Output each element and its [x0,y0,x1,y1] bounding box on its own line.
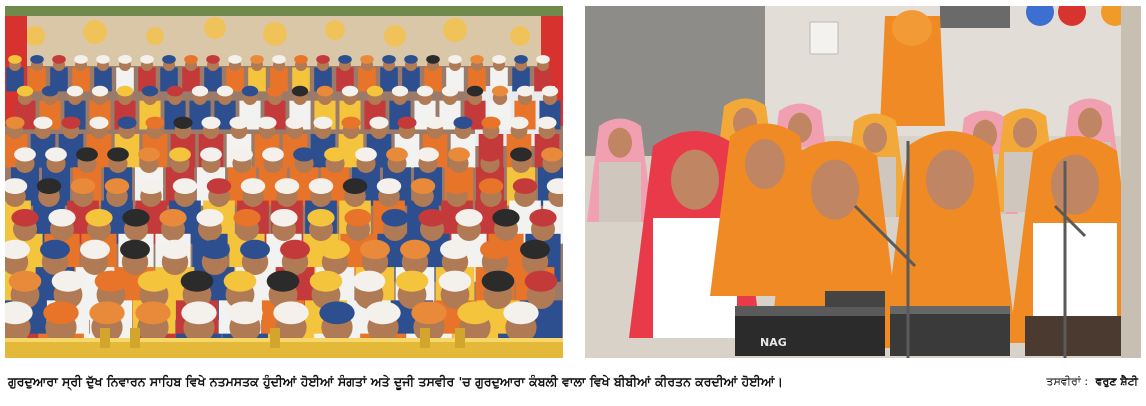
devotee-turban [310,271,343,292]
devotee-turban [17,86,33,97]
devotee-turban [201,117,220,129]
devotee-turban [120,240,150,259]
kirtan-singer-face [745,139,785,189]
devotee-turban [52,271,85,292]
devotee-turban [510,147,532,161]
devotee-turban [341,117,360,129]
devotee-turban [173,117,192,129]
devotee-turban [448,147,470,161]
devotee-turban [513,178,537,194]
photo-credit [1046,375,1138,389]
devotee-turban [76,147,98,161]
devotee-turban [324,147,346,161]
photo-caption [8,368,1138,396]
devotee-turban [140,55,154,64]
devotee-turban [160,240,190,259]
devotee-turban [40,240,70,259]
devotee-turban [344,209,371,227]
devotee-turban [270,209,297,227]
devotee-turban [192,86,208,97]
devotee-turban [338,55,352,64]
devotee-turban [200,240,230,259]
devotee-turban [139,178,163,194]
devotee-turban [228,55,242,64]
devotee-turban [240,240,270,259]
devotee-turban [285,117,304,129]
credit-name: ਵਰੁਣ ਸ਼ੈਟੀ [1095,375,1138,388]
devotee-turban [42,86,58,97]
devotee-turban [206,55,220,64]
devotee-turban [233,209,260,227]
devotee-turban [241,178,265,194]
devotee-turban [267,271,300,292]
devotee-turban [453,117,472,129]
photo-women-kirtan [585,6,1141,358]
seated-woman-face [1078,108,1102,138]
devotee-turban [105,178,129,194]
devotee-turban [480,240,510,259]
devotee-turban [377,178,401,194]
devotee-turban [520,240,550,259]
devotee-turban [492,209,519,227]
devotee-turban [8,55,22,64]
balloons-decoration [1026,6,1129,26]
devotee-turban [242,86,258,97]
devotee-turban [162,55,176,64]
devotee-turban [294,55,308,64]
kirtan-singer-face [811,160,859,220]
devotee-turban [229,117,248,129]
devotee-turban [275,178,299,194]
devotee-turban [426,55,440,64]
devotee-turban [89,301,124,324]
devotee-turban [342,86,358,97]
devotee-turban [355,147,377,161]
devotee-turban [262,147,284,161]
devotee-turban [272,55,286,64]
devotee-turban [37,178,61,194]
devotee-turban [392,86,408,97]
devotee-turban [80,240,110,259]
devotee-turban [85,209,112,227]
seated-woman-face [863,123,887,153]
devotee-turban [479,147,501,161]
devotee-turban [181,271,214,292]
devotee-turban [417,86,433,97]
devotee-turban [292,86,308,97]
seated-woman-face [1013,118,1037,148]
devotee-turban [492,55,506,64]
devotee-turban [492,86,508,97]
devotee-turban [92,86,108,97]
devotee-turban [231,147,253,161]
devotee-turban [503,301,538,324]
devotee-turban [224,271,257,292]
seated-woman-dress [599,162,641,222]
devotee-turban [365,301,400,324]
devotee-turban [169,147,191,161]
devotee-turban [470,55,484,64]
devotee-turban [122,209,149,227]
photo-gurdwara-devotees [5,6,563,358]
devotee-turban [418,209,445,227]
devotee-turban [479,178,503,194]
devotee-turban [52,55,66,64]
devotee-turban [257,117,276,129]
devotee-turban [411,301,446,324]
devotee-turban [467,86,483,97]
devotee-turban [95,271,128,292]
devotee-turban [267,86,283,97]
devotee-turban [353,271,386,292]
devotee-turban [96,55,110,64]
devotee-turban [360,55,374,64]
devotee-turban [61,117,80,129]
devotee-turban [445,178,469,194]
devotee-turban [145,117,164,129]
devotee-turban [71,178,95,194]
devotee-turban [33,117,52,129]
devotee-turban [425,117,444,129]
credit-label: ਤਸਵੀਰਾਂ : [1046,375,1089,388]
devotee-turban [118,55,132,64]
devotee-turban [481,117,500,129]
devotee-turban [536,55,550,64]
kirtan-singer-face [926,150,974,210]
devotee-turban [411,178,435,194]
devotee-turban [319,301,354,324]
devotee-turban [307,209,334,227]
devotee-turban [250,55,264,64]
devotee-turban [343,178,367,194]
devotee-turban [537,117,556,129]
devotee-turban [196,209,223,227]
devotee-turban [200,147,222,161]
devotee-turban [273,301,308,324]
devotee-turban [280,240,310,259]
devotee-turban [400,240,430,259]
devotee-turban [382,55,396,64]
kirtan-singer-face [671,150,719,210]
devotee-turban [9,271,42,292]
devotee-turban [207,178,231,194]
devotee-turban [396,271,429,292]
devotee-turban [525,271,558,292]
devotee-turban [440,240,470,259]
devotee-turban [142,86,158,97]
devotee-turban [138,271,171,292]
devotee-turban [313,117,332,129]
devotee-turban [448,55,462,64]
devotee-turban [442,86,458,97]
devotee-turban [48,209,75,227]
harmonium-brand-text: NAG [760,336,787,349]
devotee-turban [439,271,472,292]
devotee-turban [320,240,350,259]
devotee-turban [89,117,108,129]
devotee-turban [107,147,129,161]
devotee-turban [135,301,170,324]
devotee-turban [45,147,67,161]
devotee-turban [181,301,216,324]
devotee-turban [397,117,416,129]
devotee-turban [138,147,160,161]
devotee-turban [5,117,24,129]
devotee-turban [542,86,558,97]
devotee-turban [159,209,186,227]
devotee-turban [184,55,198,64]
seated-woman-face [608,128,632,158]
devotee-turban [67,86,83,97]
devotee-turban [30,55,44,64]
devotee-turban [14,147,36,161]
devotee-turban [404,55,418,64]
devotee-turban [117,117,136,129]
kirtan-singer-face [1051,155,1099,215]
devotee-turban [381,209,408,227]
devotee-turban [455,209,482,227]
devotee-turban [167,86,183,97]
devotee-turban [386,147,408,161]
devotee-turban [457,301,492,324]
devotee-turban [482,271,515,292]
devotee-turban [316,55,330,64]
devotee-turban [117,86,133,97]
devotee-turban [369,117,388,129]
devotee-turban [509,117,528,129]
devotee-turban [293,147,315,161]
devotee-turban [529,209,556,227]
devotee-turban [309,178,333,194]
devotee-turban [541,147,563,161]
devotee-turban [43,301,78,324]
devotee-turban [514,55,528,64]
devotee-turban [227,301,262,324]
devotee-turban [517,86,533,97]
devotee-turban [74,55,88,64]
devotee-turban [217,86,233,97]
caption-text: ਗੁਰਦੁਆਰਾ ਸ੍ਰੀ ਦੁੱਖ ਨਿਵਾਰਨ ਸਾਹਿਬ ਵਿਖੇ ਨਤਮਸਤਕ ਹੁੰਦੀਆਂ ਹੋਈਆਂ ਸੰਗਤਾਂ ਅਤੇ ਦੂਜੀ ਤਸਵੀਰ 'ਚ ਗੁਰਦੁਆਰਾ ਕੰਬਲੀ ਵਾਲਾ ਵਿਖੇ ਬੀਬੀਆਂ ਕੀਰਤਨ ਕਰਦੀਆਂ ਹੋਈਆਂ। [8,374,783,389]
devotee-turban [360,240,390,259]
devotee-turban [11,209,38,227]
devotee-turban [173,178,197,194]
devotee-turban [417,147,439,161]
devotee-turban [317,86,333,97]
devotee-turban [367,86,383,97]
